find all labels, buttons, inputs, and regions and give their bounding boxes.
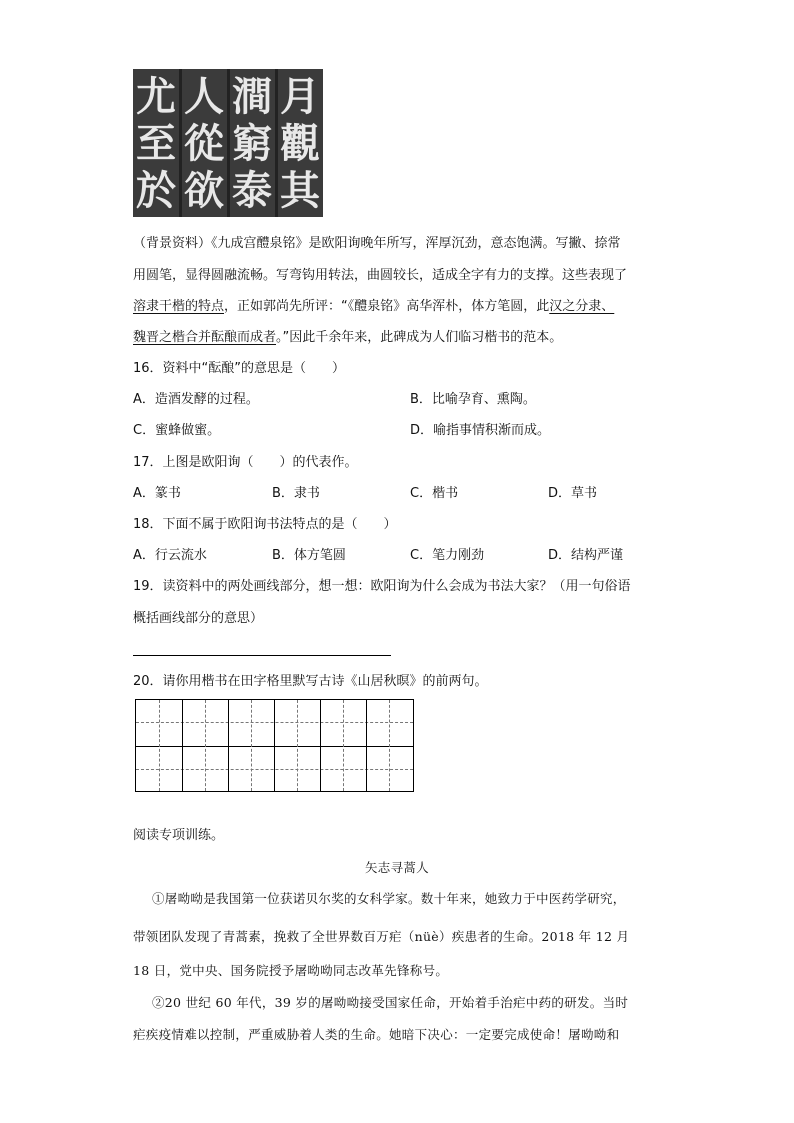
q16-option-a: A．造酒发酵的过程。 — [133, 392, 259, 407]
q16-option-c: C．蜜蜂做蜜。 — [133, 423, 221, 438]
q17-option-d: D．草书 — [548, 486, 598, 501]
underlined-phrase-1: 溶隶干楷的特点 — [133, 299, 225, 314]
q17-option-a: A．篆书 — [133, 486, 181, 501]
grid-guide-line — [159, 700, 160, 791]
background-line-4-text: 。”因此千余年来，此碑成为人们临习楷书的范本。 — [276, 330, 563, 345]
grid-cell-divider — [320, 700, 321, 791]
grid-guide-line — [389, 700, 390, 791]
q20-stem: 20．请你用楷书在田字格里默写古诗《山居秋暝》的前两句。 — [133, 674, 488, 689]
reading-section-label: 阅读专项训练。 — [133, 828, 225, 843]
q19-stem-line-1: 19．读资料中的两处画线部分，想一想：欧阳询为什么会成为书法大家？（用一句俗语 — [133, 579, 631, 594]
q18-option-b: B．体方笔圆 — [272, 548, 346, 563]
grid-guide-line — [297, 700, 298, 791]
calligraphy-image — [133, 69, 323, 217]
q16-option-d: D．喻指事情积渐而成。 — [410, 423, 551, 438]
calligraphy-column-3: 人 從 欲 — [184, 73, 224, 214]
reading-paragraph-2-line-1: ②20 世纪 60 年代，39 岁的屠呦呦接受国家任命，开始着手治疟中药的研发。当时 — [152, 995, 629, 1010]
q18-stem: 18．下面不属于欧阳询书法特点的是（ ） — [133, 517, 397, 532]
q17-option-b: B．隶书 — [272, 486, 320, 501]
q19-stem-line-2: 概括画线部分的意思） — [133, 611, 264, 626]
background-line-3-text: ，正如郭尚先所评：“《醴泉铭》高华浑朴，体方笔圆，此 — [224, 299, 550, 314]
calligraphy-column-4: 尤 至 於 — [136, 73, 176, 214]
reading-paragraph-1-line-1: ①屠呦呦是我国第一位获诺贝尔奖的女科学家。数十年来，她致力于中医药学研究， — [152, 891, 626, 906]
calligraphy-column-2: 澗 窮 泰 — [232, 73, 272, 214]
underlined-phrase-2b: 魏晋之楷合并酝酿而成者 — [133, 330, 277, 345]
q17-stem: 17．上图是欧阳询（ ）的代表作。 — [133, 455, 358, 470]
q19-answer-line[interactable] — [133, 655, 391, 656]
grid-cell-divider — [182, 700, 183, 791]
q17-option-c: C．楷书 — [410, 486, 459, 501]
q16-stem: 16．资料中“酝酿”的意思是（ ） — [133, 361, 346, 376]
image-seam — [227, 69, 230, 217]
tianzige-writing-grid[interactable] — [135, 699, 414, 792]
grid-cell-divider — [274, 700, 275, 791]
q18-option-d: D．结构严谨 — [548, 548, 624, 563]
background-line-4 — [133, 330, 562, 346]
reading-paragraph-2-line-2: 疟疾疫情难以控制，严重威胁着人类的生命。她暗下决心：一定要完成使命！屠呦呦和 — [133, 1027, 620, 1042]
background-line-2: 用圆笔，显得圆融流畅。写弯钩用转法，曲圆较长，适成全字有力的支撑。这些表现了 — [133, 268, 628, 283]
grid-guide-line — [205, 700, 206, 791]
q18-option-c: C．笔力刚劲 — [410, 548, 485, 563]
image-seam — [275, 69, 278, 217]
grid-guide-line — [343, 700, 344, 791]
reading-paragraph-1-line-2: 带领团队发现了青蒿素，挽救了全世界数百万疟（nüè）疾患者的生命。2018 年 12 月 — [133, 929, 630, 944]
background-line-3 — [133, 299, 614, 315]
underlined-phrase-2a: 汉之分隶、 — [549, 299, 615, 314]
grid-cell-divider — [228, 700, 229, 791]
background-line-1: （背景资料）《九成宫醴泉铭》是欧阳询晚年所写，浑厚沉劲，意态饱满。写撇、捺常 — [133, 236, 621, 251]
calligraphy-column-1: 月 觀 其 — [280, 73, 320, 214]
grid-guide-line — [251, 700, 252, 791]
image-seam — [179, 69, 182, 217]
q18-option-a: A．行云流水 — [133, 548, 207, 563]
grid-cell-divider — [366, 700, 367, 791]
q16-option-b: B．比喻孕育、熏陶。 — [410, 392, 536, 407]
reading-paragraph-1-line-3: 18 日，党中央、国务院授予屠呦呦同志改革先锋称号。 — [133, 963, 449, 978]
reading-title: 矢志寻蒿人 — [364, 860, 429, 875]
